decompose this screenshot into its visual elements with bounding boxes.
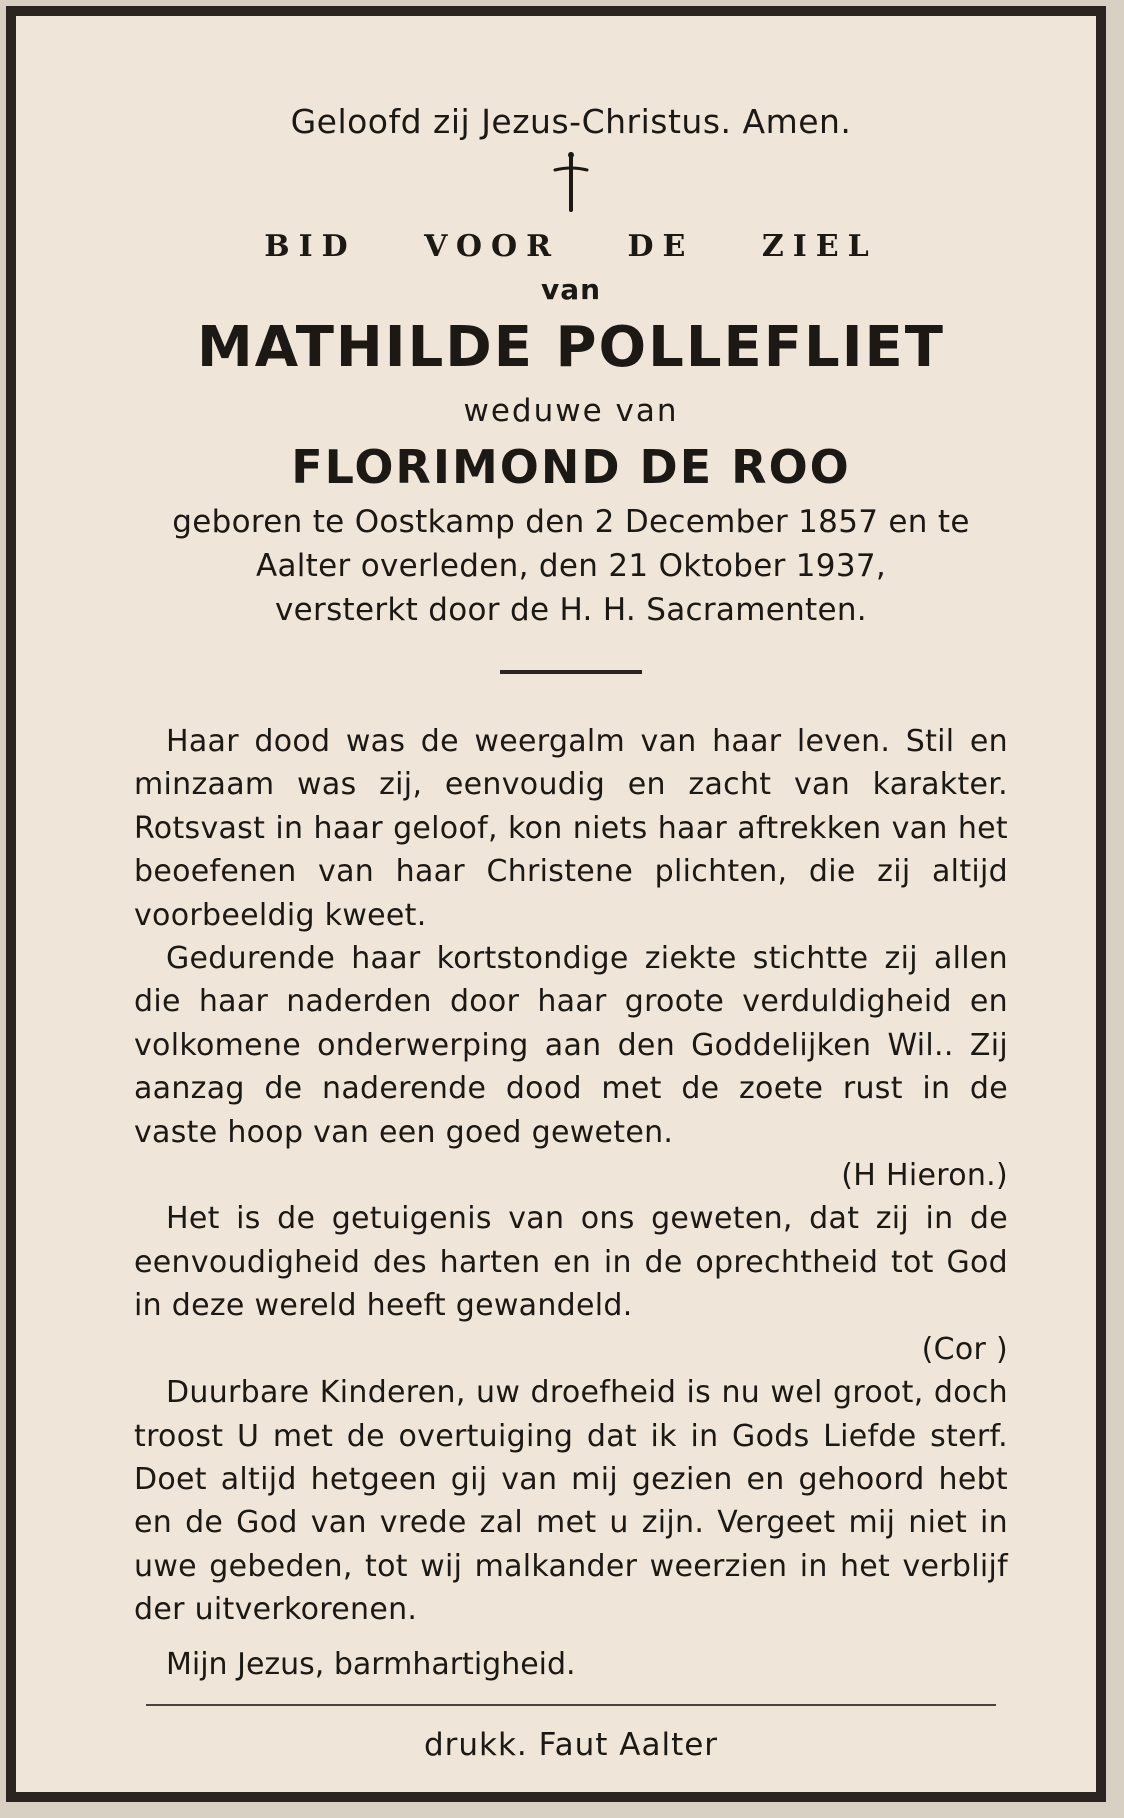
closing-prayer: Mijn Jezus, barmhartigheid. xyxy=(166,1646,576,1682)
memorial-card xyxy=(6,6,1106,1802)
paragraph-1: Haar dood was de weergalm van haar leven. Stil en minzaam was zij, eenvoudig en zacht van karakter. Rotsvast in haar geloof, kon niets haar aftrekken van het beoefenen van haar Christene plichten, die zij altijd voorbeeldig kweet. xyxy=(134,724,1008,933)
citation-cor: (Cor ) xyxy=(921,1331,1008,1367)
life-line-2: Aalter overleden, den 21 Oktober 1937, xyxy=(255,548,887,584)
paragraph-3-text: Het is de getuigenis van ons geweten, dat zij in de eenvoudigheid des harten en in de oprechtheid tot God in deze wereld heeft gewandeld. xyxy=(134,1201,1008,1324)
spouse-name: FLORIMOND DE ROO xyxy=(291,440,851,494)
deceased-name: MATHILDE POLLEFLIET xyxy=(196,315,946,380)
cross-icon xyxy=(541,150,601,220)
memorial-text xyxy=(134,720,1008,1632)
paragraph-3 xyxy=(134,1197,1008,1327)
citation-row-1 xyxy=(134,1154,1008,1197)
printer-credit: drukk. Faut Aalter xyxy=(423,1726,719,1763)
paragraph-4: Duurbare Kinderen, uw droefheid is nu wel groot, doch troost U met de overtuiging dat ik in Gods Liefde sterf. Doet altijd hetgeen gij van mij gezien en gehoord hebt en de God van vrede zal met u zijn. Vergeet mij niet in uwe gebeden, tot wij malkander weerzien in het verblijf der uitverkorenen. xyxy=(134,1375,1008,1628)
invocation-text: Geloofd zij Jezus-Christus. Amen. xyxy=(290,102,852,141)
relation-label: weduwe van xyxy=(463,393,679,429)
citation-hieron: (H Hieron.) xyxy=(841,1158,1008,1194)
life-line-3: versterkt door de H. H. Sacramenten. xyxy=(275,592,867,628)
paragraph-2 xyxy=(134,937,1008,1154)
life-line-1: geboren te Oostkamp den 2 December 1857 en te xyxy=(172,504,970,540)
divider-long xyxy=(146,1704,996,1706)
prayer-heading: BID VOOR DE ZIEL xyxy=(264,229,878,264)
citation-row-2 xyxy=(134,1328,1008,1371)
divider-short xyxy=(500,670,642,674)
van-label: van xyxy=(540,273,602,306)
card-content xyxy=(134,94,1008,1770)
paragraph-2-text: Gedurende haar kortstondige ziekte stichtte zij allen die haar naderden door haar groote verduldigheid en volkomene onderwerping aan den Goddelijken Wil.. Zij aanzag de naderende dood met de zoete rust in de vaste hoop van een goed geweten. xyxy=(134,941,1008,1150)
